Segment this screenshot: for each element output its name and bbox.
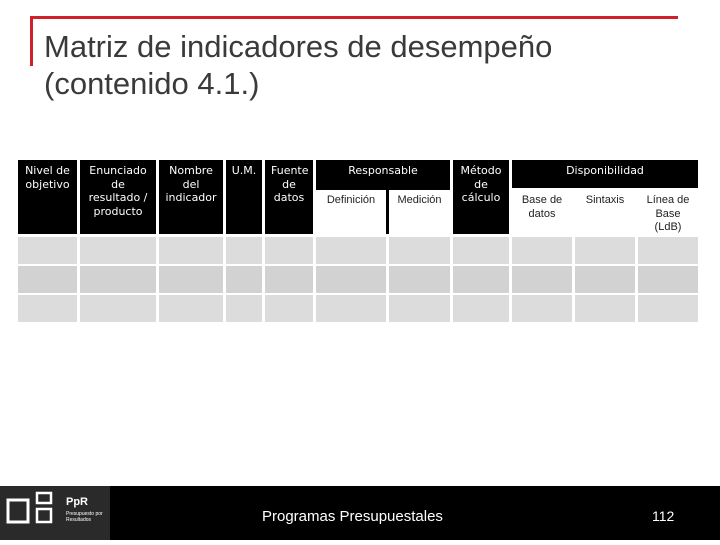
- table-cell: [80, 237, 156, 264]
- logo-subtitle: Presupuesto por Resultados: [66, 511, 103, 523]
- table-cell: [453, 237, 509, 264]
- subheader-sintaxis: Sintaxis: [575, 190, 635, 234]
- table-cell: [18, 295, 77, 322]
- header-um: U.M.: [226, 160, 262, 234]
- header-fuente: Fuente de datos: [265, 160, 313, 234]
- table-cell: [80, 266, 156, 293]
- title-frame-top: [30, 16, 678, 19]
- ppr-logo: [0, 486, 110, 540]
- table-cell: [265, 295, 313, 322]
- table-cell: [80, 295, 156, 322]
- header-responsable: Responsable: [316, 160, 450, 188]
- slide-title: [44, 28, 684, 102]
- header-enunciado: Enunciado de resultado / producto: [80, 160, 156, 234]
- table-cell: [159, 237, 223, 264]
- table-cell: [265, 266, 313, 293]
- table-cell: [453, 266, 509, 293]
- table-cell: [265, 237, 313, 264]
- table-cell: [226, 295, 262, 322]
- table-cell: [638, 295, 698, 322]
- table-cell: [575, 266, 635, 293]
- title-frame-left: [30, 16, 33, 66]
- table-cell: [226, 237, 262, 264]
- table-cell: [389, 237, 450, 264]
- subheader-linea-base: Línea de Base (LdB): [638, 190, 698, 234]
- subheader-definicion: Definición: [316, 190, 386, 234]
- table-cell: [316, 266, 386, 293]
- subheader-base-datos: Base de datos: [512, 190, 572, 234]
- header-metodo: Método de cálculo: [453, 160, 509, 234]
- title-line-1: Matriz de indicadores de desempeño: [44, 29, 553, 64]
- footer-program-name: Programas Presupuestales: [262, 508, 443, 525]
- ppr-logo-icon: [0, 486, 60, 540]
- page-number: 112: [652, 508, 675, 524]
- footer-bar: [0, 486, 720, 540]
- header-disponibilidad: Disponibilidad: [512, 160, 698, 188]
- table-cell: [18, 237, 77, 264]
- table-cell: [512, 237, 572, 264]
- table-cell: [575, 295, 635, 322]
- header-nombre: Nombre del indicador: [159, 160, 223, 234]
- table-cell: [159, 266, 223, 293]
- table-cell: [316, 237, 386, 264]
- table-cell: [389, 266, 450, 293]
- table-cell: [638, 237, 698, 264]
- table-cell: [512, 266, 572, 293]
- logo-title: PpR: [66, 496, 88, 508]
- table-cell: [638, 266, 698, 293]
- table-cell: [389, 295, 450, 322]
- title-line-2: (contenido 4.1.): [44, 66, 260, 101]
- table-cell: [159, 295, 223, 322]
- header-nivel: Nivel de objetivo: [18, 160, 77, 234]
- table-cell: [453, 295, 509, 322]
- table-cell: [575, 237, 635, 264]
- table-cell: [316, 295, 386, 322]
- table-cell: [512, 295, 572, 322]
- table-cell: [226, 266, 262, 293]
- table-cell: [18, 266, 77, 293]
- subheader-medicion: Medición: [389, 190, 450, 234]
